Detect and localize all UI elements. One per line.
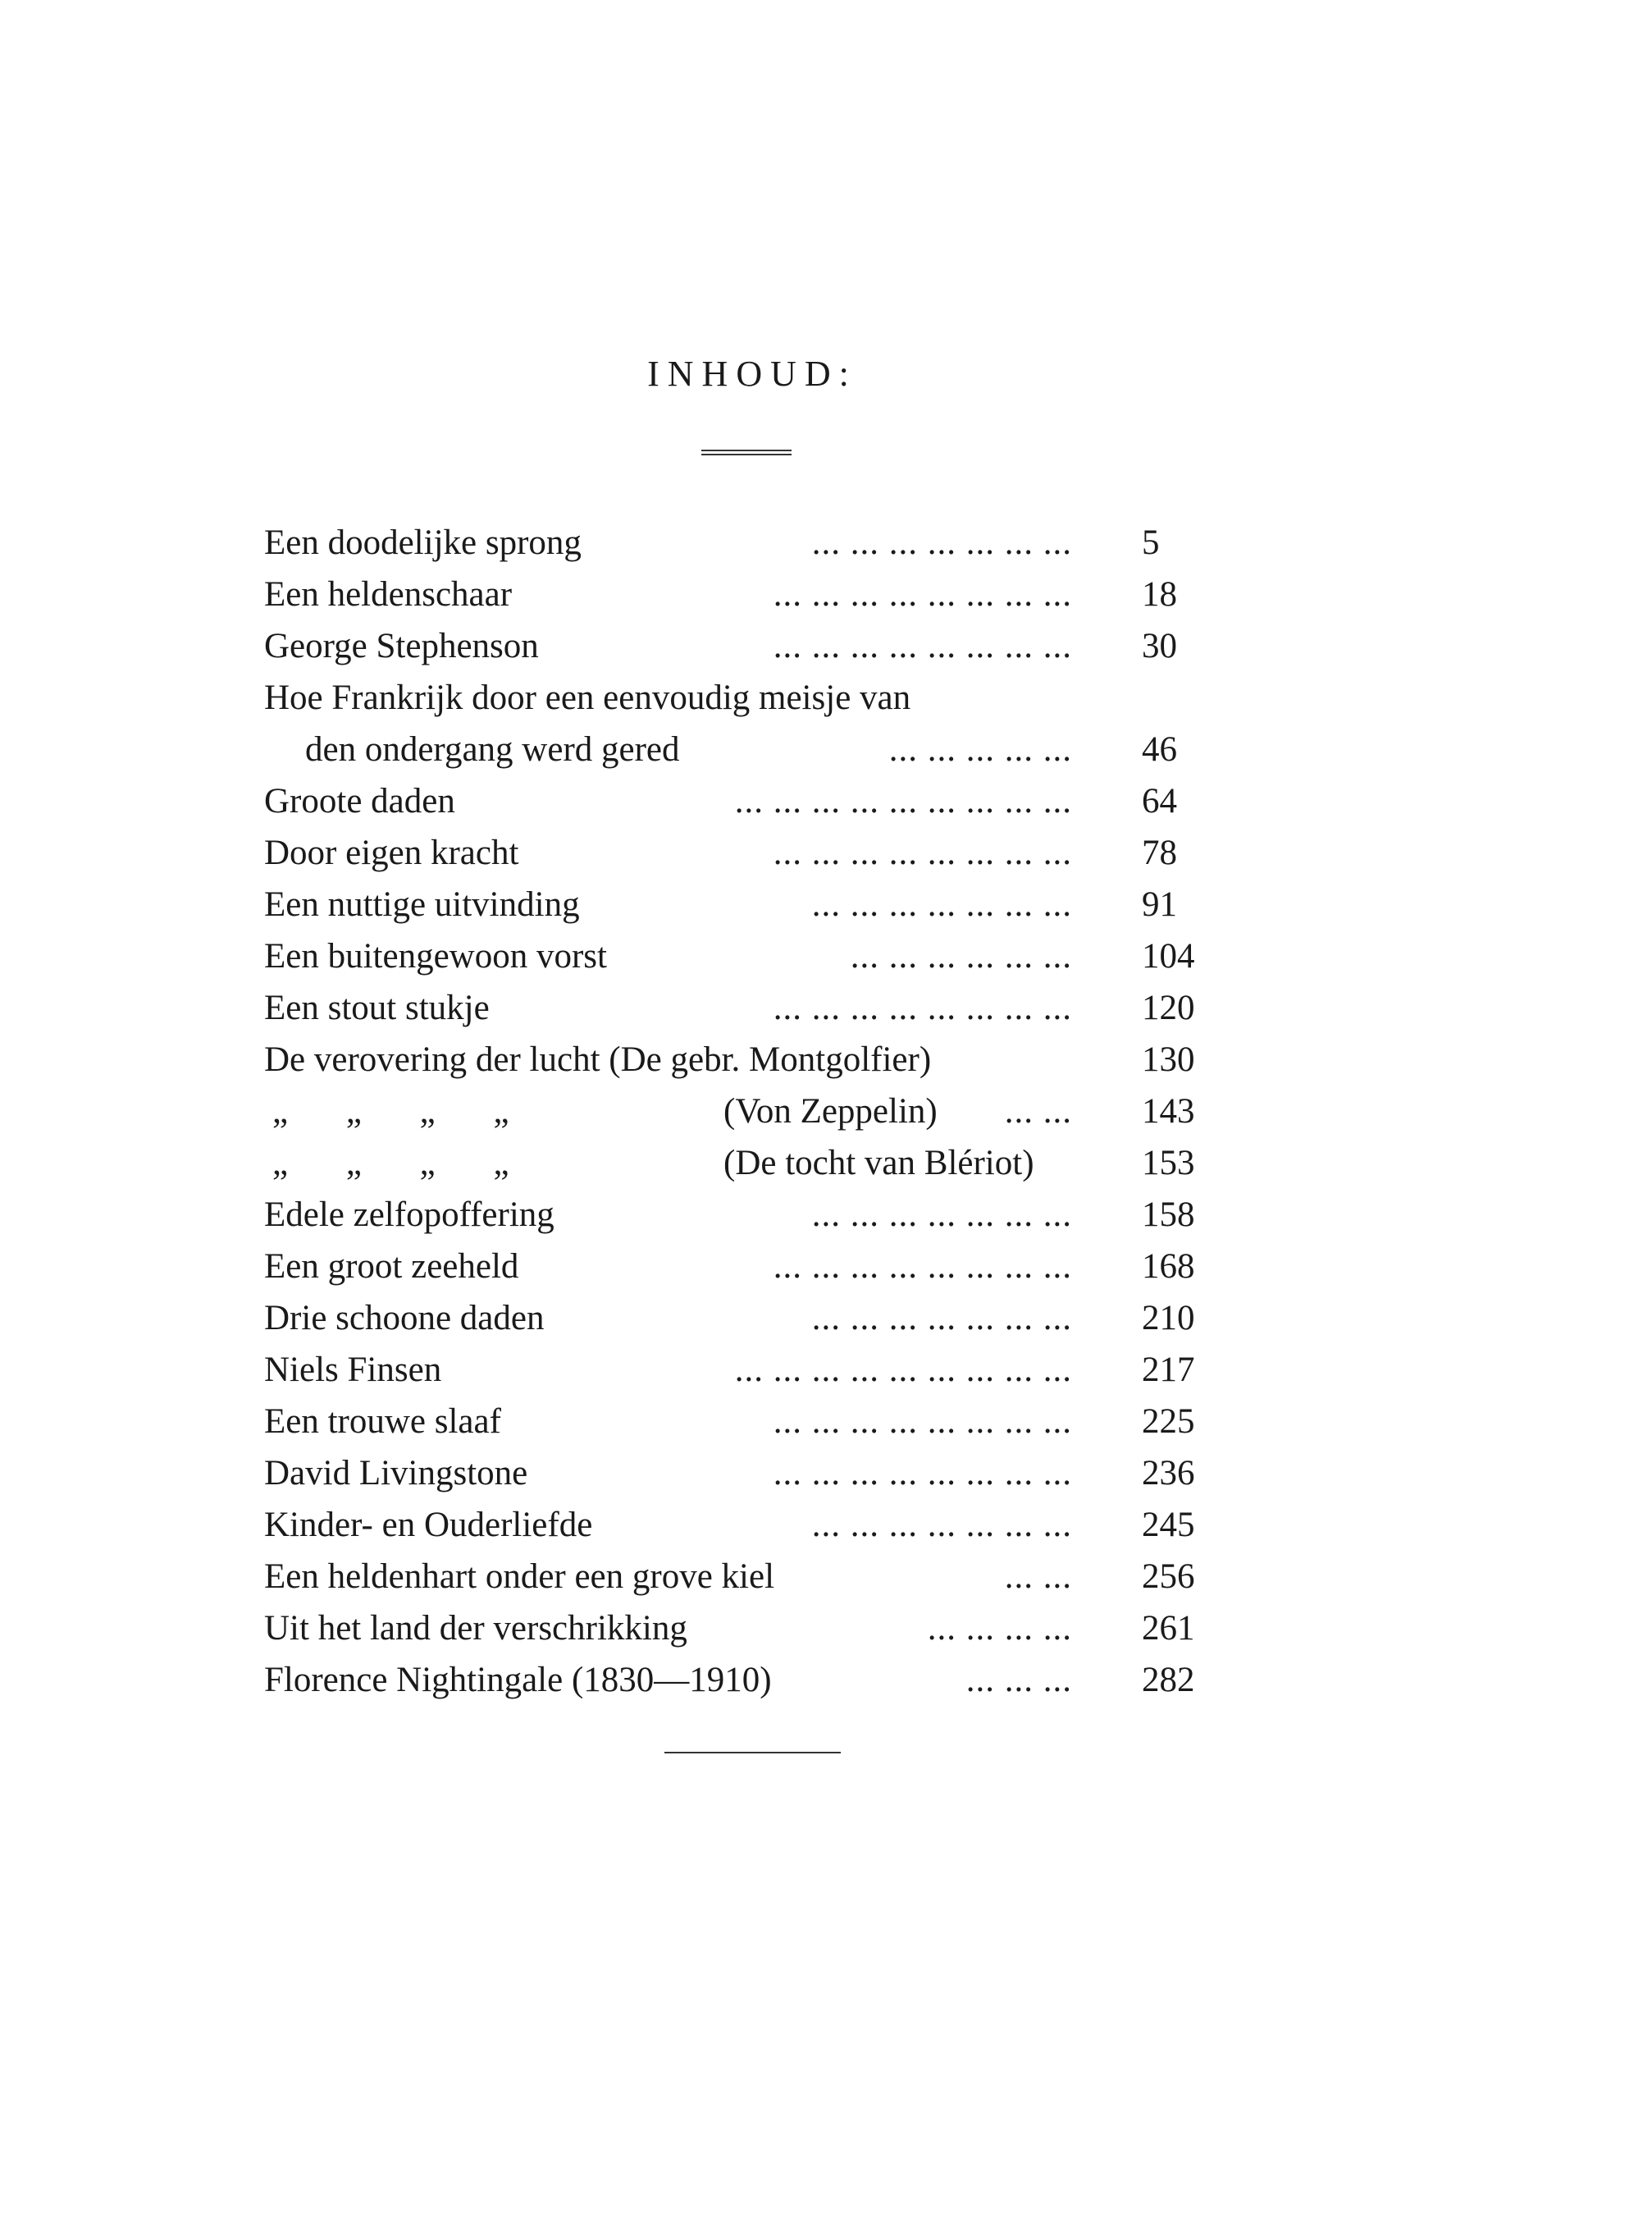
toc-entry-title: Een groot zeeheld (264, 1247, 519, 1286)
toc-entry-title: Door eigen kracht (264, 834, 519, 872)
toc-page-number: 210 (1142, 1299, 1195, 1337)
toc-leader-dots: ... ... ... ... ... ... ... (811, 885, 1072, 924)
toc-entry (264, 1499, 1248, 1551)
toc-entry-title: Groote daden (264, 782, 455, 821)
toc-page-number: 18 (1142, 575, 1177, 614)
toc-entry (264, 1654, 1248, 1706)
toc-entry-title: Niels Finsen (264, 1351, 442, 1389)
toc-leader-dots: ... ... ... ... ... ... ... ... (773, 834, 1072, 872)
toc-entry (264, 1189, 1248, 1241)
toc-leader-dots: ... ... ... ... ... ... ... ... (773, 1454, 1072, 1492)
toc-entry-ditto (264, 1086, 1248, 1137)
toc-leader-dots: ... ... (1004, 1557, 1072, 1596)
toc-entry-title: Florence Nightingale (1830—1910) (264, 1661, 772, 1699)
ditto-marks: „ „ „ „ (272, 1144, 509, 1182)
toc-page-number: 30 (1142, 627, 1177, 665)
toc-entry-title: (De tocht van Blériot) (723, 1144, 1034, 1182)
toc-leader-dots: ... ... ... ... ... ... ... ... (773, 575, 1072, 614)
toc-page-number: 282 (1142, 1661, 1195, 1699)
toc-entry-title: De verovering der lucht (De gebr. Montgolfier) (264, 1040, 932, 1079)
toc-entry-title: (Von Zeppelin) (723, 1092, 938, 1131)
toc-entry (264, 569, 1248, 620)
toc-entry-title: Een heldenschaar (264, 575, 513, 614)
toc-leader-dots: ... ... (1004, 1092, 1072, 1131)
toc-page-number: 104 (1142, 937, 1195, 976)
toc-leader-dots: ... ... ... ... ... ... (850, 937, 1072, 976)
toc-page-number: 5 (1142, 523, 1160, 562)
toc-leader-dots: ... ... ... ... ... ... ... ... ... (734, 1351, 1072, 1389)
table-of-contents (264, 517, 1248, 1706)
toc-leader-dots: ... ... ... ... ... ... ... ... (773, 1402, 1072, 1441)
toc-leader-dots: ... ... ... ... (927, 1609, 1072, 1648)
toc-leader-dots: ... ... ... ... ... (888, 730, 1072, 769)
toc-page-number: 64 (1142, 782, 1177, 821)
toc-entry (264, 1034, 1248, 1086)
toc-leader-dots: ... ... ... ... ... ... ... (811, 1506, 1072, 1544)
toc-entry (264, 1344, 1248, 1396)
toc-page-number: 217 (1142, 1351, 1195, 1389)
toc-entry-title: David Livingstone (264, 1454, 528, 1492)
toc-entry-title: Een trouwe slaaf (264, 1402, 501, 1441)
ditto-marks: „ „ „ „ (272, 1092, 509, 1131)
page-title: INHOUD: (647, 354, 857, 394)
toc-entry (264, 1602, 1248, 1654)
toc-entry-title: Een nuttige uitvinding (264, 885, 580, 924)
toc-entry-continuation (264, 724, 1248, 775)
toc-entry-ditto (264, 1137, 1248, 1189)
end-rule-divider (664, 1752, 841, 1753)
toc-entry (264, 982, 1248, 1034)
toc-entry (264, 879, 1248, 930)
toc-entry-title: George Stephenson (264, 627, 539, 665)
toc-leader-dots: ... ... ... ... ... ... ... (811, 1195, 1072, 1234)
toc-page-number: 158 (1142, 1195, 1195, 1234)
toc-page-number: 130 (1142, 1040, 1195, 1079)
toc-entry-title: Een doodelijke sprong (264, 523, 582, 562)
toc-page-number: 168 (1142, 1247, 1195, 1286)
toc-leader-dots: ... ... ... (965, 1661, 1072, 1699)
toc-entry (264, 620, 1248, 672)
toc-page-number: 236 (1142, 1454, 1195, 1492)
toc-entry (264, 517, 1248, 569)
toc-page-number: 153 (1142, 1144, 1195, 1182)
toc-entry (264, 1396, 1248, 1447)
toc-leader-dots: ... ... ... ... ... ... ... (811, 1299, 1072, 1337)
toc-entry-title: Een buitengewoon vorst (264, 937, 607, 976)
toc-entry-title: Een stout stukje (264, 989, 490, 1027)
toc-page-number: 78 (1142, 834, 1177, 872)
toc-leader-dots: ... ... ... ... ... ... ... ... ... (734, 782, 1072, 821)
toc-page-number: 91 (1142, 885, 1177, 924)
toc-entry (264, 1447, 1248, 1499)
toc-page-number: 46 (1142, 730, 1177, 769)
toc-page-number: 143 (1142, 1092, 1195, 1131)
toc-entry-title: Edele zelfopoffering (264, 1195, 554, 1234)
toc-entry (264, 672, 1248, 724)
toc-leader-dots: ... ... ... ... ... ... ... ... (773, 1247, 1072, 1286)
toc-page-number: 261 (1142, 1609, 1195, 1648)
toc-entry-title: Kinder- en Ouderliefde (264, 1506, 593, 1544)
toc-page-number: 245 (1142, 1506, 1195, 1544)
toc-page-number: 256 (1142, 1557, 1195, 1596)
toc-entry-title: Drie schoone daden (264, 1299, 545, 1337)
toc-entry-title: Hoe Frankrijk door een eenvoudig meisje van (264, 679, 911, 717)
toc-leader-dots: ... ... ... ... ... ... ... (811, 523, 1072, 562)
double-rule-divider (701, 450, 792, 455)
toc-entry-title: den ondergang werd gered (305, 730, 680, 769)
toc-entry (264, 827, 1248, 879)
toc-entry (264, 930, 1248, 982)
toc-entry (264, 1551, 1248, 1602)
toc-leader-dots: ... ... ... ... ... ... ... ... (773, 989, 1072, 1027)
toc-entry (264, 1241, 1248, 1292)
toc-leader-dots: ... ... ... ... ... ... ... ... (773, 627, 1072, 665)
toc-entry (264, 775, 1248, 827)
toc-entry-title: Een heldenhart onder een grove kiel (264, 1557, 775, 1596)
toc-page-number: 225 (1142, 1402, 1195, 1441)
toc-entry-title: Uit het land der verschrikking (264, 1609, 687, 1648)
toc-entry (264, 1292, 1248, 1344)
toc-page-number: 120 (1142, 989, 1195, 1027)
